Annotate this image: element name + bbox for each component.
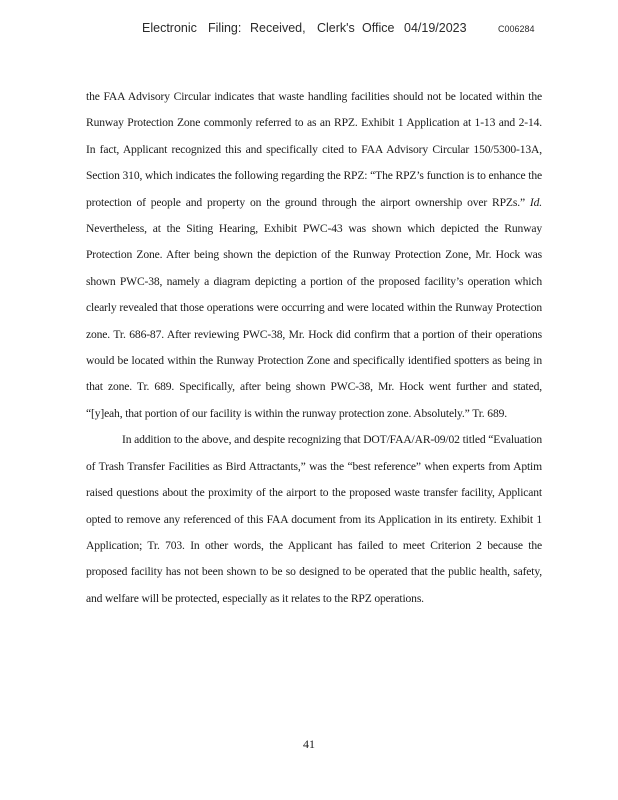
stamp-electronic: Electronic [142,21,197,35]
paragraph-2: In addition to the above, and despite recognizing that DOT/FAA/AR-09/02 titled “Evaluation of Trash Transfer Facilities as Bird Attractants,” was the “best reference” when experts from Aptim raised questions about the proximity of the airport to the proposed waste transfer facility, Applicant opted to remove any referenced of this FAA document from its Application in its entirety. Exhibit 1 Application; Tr. 703. In other words, the Applicant has failed to meet Criterion 2 because the proposed facility has not been shown to be so designed to be operated that the public health, safety, and welfare will be protected, especially as it relates to the RPZ operations. [86,433,542,605]
stamp-office: Office [362,21,395,35]
citation-id: Id. [529,195,542,209]
stamp-date: 04/19/2023 [404,21,467,35]
paragraph-1-text-before: the FAA Advisory Circular indicates that waste handling facilities should not be located within the Runway Protection Zone commonly referred to as an RPZ. Exhibit 1 Application at 1-13 and 2-14. In fact, Applicant recognized this and specifically cited to FAA Advisory Circular 150/5300-13A, Section 310, which indicates the following regarding the RPZ: “The RPZ’s function is to enhance the protection of people and property on the ground through the airport ownership over RPZs.” [86,90,542,209]
paragraph-continuation [86,84,542,427]
paragraph-1-text-after: Nevertheless, at the Siting Hearing, Exhibit PWC-43 was shown which depicted the Runway Protection Zone. After being shown the depiction of the Runway Protection Zone, Mr. Hock was shown PWC-38, namely a diagram depicting a portion of the proposed facility’s operation which clearly revealed that those operations were occurring and were located within the Runway Protection zone. Tr. 686-87. After reviewing PWC-38, Mr. Hock did confirm that a portion of their operations would be located within the Runway Protection Zone and specifically identified spotters as being in that zone. Tr. 689. Specifically, after being shown PWC-38, Mr. Hock went further and stated, “[y]eah, that portion of our facility is within the runway protection zone. Absolutely.” Tr. 689. [86,222,542,420]
stamp-filing: Filing: [208,21,242,35]
stamp-clerks: Clerk's [317,21,355,35]
electronic-filing-stamp [0,21,618,37]
document-body [86,84,542,612]
document-code: C006284 [498,24,535,34]
page-number: 41 [303,737,315,751]
stamp-received: Received, [250,21,306,35]
